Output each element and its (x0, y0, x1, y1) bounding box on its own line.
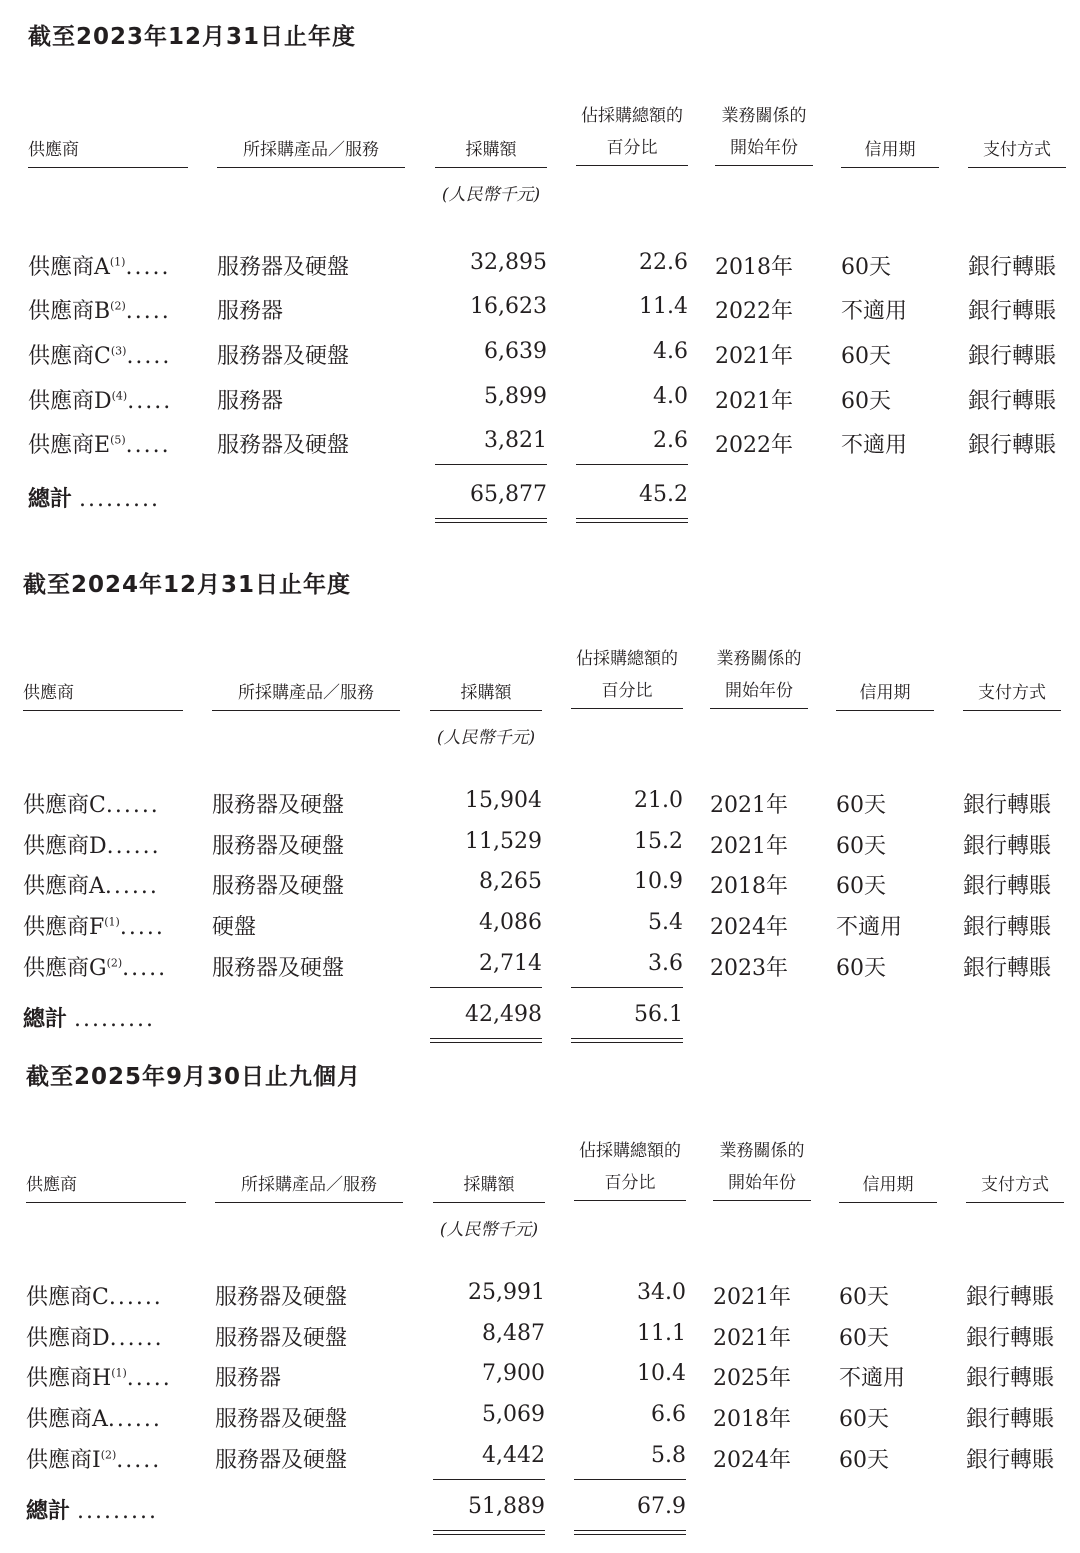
header-start-year-text: 開始年份 (728, 1173, 796, 1193)
footnote-marker: (5) (110, 433, 126, 447)
total-amount: 65,877 (470, 482, 547, 507)
percentage-cell: 4.6 (653, 339, 688, 364)
product-cell: 服務器 (217, 389, 284, 414)
subtotal-rule (571, 987, 683, 988)
percentage-cell: 5.8 (651, 1443, 686, 1468)
header-amount-text: 採購額 (463, 1175, 515, 1195)
amount-cell: 32,895 (470, 250, 547, 275)
product-cell: 服務器及硬盤 (212, 834, 345, 859)
supplier-name: 供應商I (26, 1448, 101, 1473)
start-year-cell: 2023年 (710, 956, 788, 981)
supplier-name: 供應商D (28, 389, 112, 414)
total-label-cell (26, 1494, 158, 1525)
product-cell: 硬盤 (212, 915, 257, 940)
supplier-name: 供應商H (26, 1366, 112, 1391)
header-start-year-text: 業務關係的 (716, 649, 802, 669)
header-start-year-text: 開始年份 (730, 138, 798, 158)
header-amount (430, 677, 542, 711)
supplier-cell (26, 1443, 161, 1474)
product-cell: 服務器及硬盤 (215, 1285, 348, 1310)
start-year-cell: 2025年 (713, 1366, 791, 1391)
table-row (0, 1321, 1078, 1365)
footnote-marker: (2) (100, 1448, 117, 1462)
payment-method-cell: 銀行轉賬 (963, 834, 1052, 859)
header-percentage (574, 1135, 686, 1201)
percentage-cell: 10.9 (634, 869, 683, 894)
credit-period-cell: 不適用 (839, 1366, 906, 1391)
table-row (0, 1443, 1078, 1487)
supplier-cell (23, 951, 167, 982)
table-section (0, 0, 1080, 512)
supplier-cell (26, 1280, 163, 1311)
payment-method-cell: 銀行轉賬 (968, 255, 1057, 280)
credit-period-cell: 60天 (841, 389, 891, 414)
amount-cell: 8,487 (482, 1321, 545, 1346)
header-percentage (571, 643, 683, 709)
amount-cell: 6,639 (484, 339, 547, 364)
supplier-cell (23, 869, 159, 900)
footnote-marker: (4) (111, 389, 128, 403)
footnote-marker: (1) (109, 255, 126, 269)
payment-method-cell: 銀行轉賬 (968, 433, 1057, 458)
total-percentage: 56.1 (634, 1002, 683, 1027)
subtotal-rule (574, 1479, 686, 1480)
start-year-cell: 2024年 (710, 915, 788, 940)
table-row (0, 250, 1080, 294)
leader-dots: ..... (125, 255, 171, 280)
header-payment-method-text: 支付方式 (983, 140, 1051, 160)
credit-period-cell: 60天 (841, 255, 891, 280)
supplier-name: 供應商A (23, 874, 105, 899)
amount-cell: 4,442 (482, 1443, 545, 1468)
start-year-cell: 2022年 (715, 433, 793, 458)
leader-dots: ..... (125, 299, 171, 324)
start-year-cell: 2021年 (715, 389, 793, 414)
credit-period-cell: 60天 (839, 1326, 889, 1351)
supplier-cell (28, 339, 171, 370)
total-label: 總計 (26, 1499, 71, 1524)
supplier-name: 供應商E (28, 433, 111, 458)
header-start-year (713, 1135, 811, 1201)
header-product (212, 677, 400, 711)
table-row (0, 1280, 1078, 1324)
product-cell: 服務器及硬盤 (215, 1448, 348, 1473)
table-section (0, 1040, 1078, 1540)
total-double-rule (576, 518, 688, 523)
payment-method-cell: 銀行轉賬 (963, 915, 1052, 940)
start-year-cell: 2021年 (713, 1326, 791, 1351)
leader-dots: ......... (79, 487, 160, 512)
header-credit-period (841, 134, 939, 168)
payment-method-cell: 銀行轉賬 (968, 389, 1057, 414)
section-title: 截至2024年12月31日止年度 (23, 572, 352, 598)
credit-period-cell: 60天 (836, 793, 886, 818)
header-credit-period (839, 1169, 937, 1203)
total-double-rule (435, 518, 547, 523)
supplier-name: 供應商D (23, 834, 107, 859)
start-year-cell: 2018年 (713, 1407, 791, 1432)
supplier-name: 供應商C (26, 1285, 109, 1310)
start-year-cell: 2021年 (715, 344, 793, 369)
total-percentage: 45.2 (639, 482, 688, 507)
section-title: 截至2025年9月30日止九個月 (26, 1064, 362, 1090)
header-credit-period-text: 信用期 (864, 140, 916, 160)
header-percentage-text: 佔採購總額的 (576, 649, 678, 669)
supplier-name: 供應商B (28, 299, 111, 324)
table-row (0, 384, 1080, 428)
credit-period-cell: 不適用 (841, 433, 908, 458)
amount-cell: 25,991 (468, 1280, 545, 1305)
product-cell: 服務器及硬盤 (215, 1326, 348, 1351)
percentage-cell: 6.6 (651, 1402, 686, 1427)
header-payment-method (963, 677, 1061, 711)
subtotal-rule (430, 987, 542, 988)
percentage-cell: 22.6 (639, 250, 688, 275)
amount-cell: 7,900 (482, 1361, 545, 1386)
header-supplier (26, 1169, 186, 1203)
percentage-cell: 2.6 (653, 428, 688, 453)
subtotal-rule (435, 464, 547, 465)
unit-label: (人民幣千元) (436, 728, 536, 748)
credit-period-cell: 60天 (839, 1285, 889, 1310)
leader-dots: ..... (116, 1448, 162, 1473)
total-percentage: 67.9 (637, 1494, 686, 1519)
header-amount (433, 1169, 545, 1203)
payment-method-cell: 銀行轉賬 (966, 1326, 1055, 1351)
leader-dots: ..... (126, 1366, 172, 1391)
payment-method-cell: 銀行轉賬 (963, 956, 1052, 981)
amount-cell: 5,899 (484, 384, 547, 409)
table-row (0, 428, 1080, 472)
total-gap (70, 1499, 77, 1524)
credit-period-cell: 不適用 (836, 915, 903, 940)
footnote-marker: (1) (104, 915, 120, 929)
leader-dots: ...... (105, 793, 160, 818)
supplier-cell (28, 384, 172, 415)
percentage-cell: 21.0 (634, 788, 683, 813)
payment-method-cell: 銀行轉賬 (966, 1407, 1055, 1432)
percentage-cell: 15.2 (634, 829, 683, 854)
percentage-cell: 11.1 (637, 1321, 686, 1346)
start-year-cell: 2021年 (710, 834, 788, 859)
leader-dots: ..... (126, 344, 172, 369)
header-product-text: 所採購產品／服務 (243, 140, 379, 160)
payment-method-cell: 銀行轉賬 (963, 793, 1052, 818)
product-cell: 服務器及硬盤 (217, 433, 350, 458)
header-percentage-text: 佔採購總額的 (581, 106, 683, 126)
credit-period-cell: 60天 (836, 956, 886, 981)
header-product (217, 134, 405, 168)
table-row (0, 829, 1075, 873)
table-row (0, 1361, 1078, 1405)
total-label-cell (23, 1002, 155, 1033)
supplier-cell (23, 829, 161, 860)
payment-method-cell: 銀行轉賬 (966, 1366, 1055, 1391)
amount-cell: 8,265 (479, 869, 542, 894)
header-percentage-text: 百分比 (601, 681, 653, 701)
credit-period-cell: 不適用 (841, 299, 908, 324)
leader-dots: ...... (106, 834, 161, 859)
start-year-cell: 2021年 (713, 1285, 791, 1310)
credit-period-cell: 60天 (841, 344, 891, 369)
header-percentage-text: 百分比 (606, 138, 658, 158)
payment-method-cell: 銀行轉賬 (968, 344, 1057, 369)
total-double-rule (574, 1530, 686, 1535)
header-supplier-text: 供應商 (23, 683, 74, 703)
leader-dots: ..... (122, 956, 168, 981)
supplier-cell (26, 1321, 164, 1352)
table-row (0, 869, 1075, 913)
supplier-name: 供應商F (23, 915, 105, 940)
supplier-cell (26, 1402, 162, 1433)
percentage-cell: 34.0 (637, 1280, 686, 1305)
header-product (215, 1169, 403, 1203)
header-supplier (28, 134, 188, 168)
product-cell: 服務器 (215, 1366, 282, 1391)
leader-dots: ...... (108, 1285, 163, 1310)
header-start-year-text: 業務關係的 (721, 106, 807, 126)
leader-dots: ..... (127, 389, 173, 414)
product-cell: 服務器及硬盤 (217, 344, 350, 369)
header-supplier (23, 677, 183, 711)
total-label: 總計 (28, 487, 73, 512)
start-year-cell: 2022年 (715, 299, 793, 324)
subtotal-rule (433, 1479, 545, 1480)
subtotal-rule (576, 464, 688, 465)
total-label-cell (28, 482, 160, 513)
unit-label: (人民幣千元) (439, 1220, 539, 1240)
payment-method-cell: 銀行轉賬 (963, 874, 1052, 899)
leader-dots: ......... (77, 1499, 158, 1524)
start-year-cell: 2018年 (710, 874, 788, 899)
footnote-marker: (3) (110, 344, 127, 358)
supplier-name: 供應商C (28, 344, 111, 369)
header-start-year-text: 業務關係的 (719, 1141, 805, 1161)
payment-method-cell: 銀行轉賬 (968, 299, 1057, 324)
start-year-cell: 2018年 (715, 255, 793, 280)
payment-method-cell: 銀行轉賬 (966, 1448, 1055, 1473)
total-amount: 51,889 (468, 1494, 545, 1519)
percentage-cell: 5.4 (648, 910, 683, 935)
supplier-name: 供應商G (23, 956, 107, 981)
amount-cell: 5,069 (482, 1402, 545, 1427)
table-row (0, 1402, 1078, 1446)
table-row (0, 339, 1080, 383)
credit-period-cell: 60天 (839, 1407, 889, 1432)
table-row (0, 951, 1075, 995)
header-payment-method-text: 支付方式 (978, 683, 1046, 703)
supplier-cell (28, 428, 171, 459)
supplier-name: 供應商C (23, 793, 106, 818)
amount-cell: 3,821 (484, 428, 547, 453)
section-title: 截至2023年12月31日止年度 (28, 24, 357, 50)
leader-dots: ...... (104, 874, 159, 899)
table-row (0, 294, 1080, 338)
header-credit-period (836, 677, 934, 711)
payment-method-cell: 銀行轉賬 (966, 1285, 1055, 1310)
leader-dots: ......... (74, 1007, 155, 1032)
supplier-name: 供應商A (28, 255, 110, 280)
credit-period-cell: 60天 (836, 834, 886, 859)
total-double-rule (433, 1530, 545, 1535)
supplier-cell (23, 788, 160, 819)
percentage-cell: 11.4 (639, 294, 688, 319)
header-amount-text: 採購額 (460, 683, 512, 703)
supplier-cell (26, 1361, 172, 1392)
header-amount (435, 134, 547, 168)
product-cell: 服務器及硬盤 (212, 793, 345, 818)
product-cell: 服務器及硬盤 (212, 874, 345, 899)
amount-cell: 15,904 (465, 788, 542, 813)
supplier-cell (28, 294, 171, 325)
header-percentage (576, 100, 688, 166)
total-amount: 42,498 (465, 1002, 542, 1027)
table-section (0, 548, 1075, 1048)
header-credit-period-text: 信用期 (859, 683, 911, 703)
header-payment-method (968, 134, 1066, 168)
header-start-year (710, 643, 808, 709)
table-row (0, 910, 1075, 954)
credit-period-cell: 60天 (839, 1448, 889, 1473)
product-cell: 服務器及硬盤 (215, 1407, 348, 1432)
header-product-text: 所採購產品／服務 (241, 1175, 377, 1195)
total-label: 總計 (23, 1007, 68, 1032)
start-year-cell: 2024年 (713, 1448, 791, 1473)
amount-cell: 16,623 (470, 294, 547, 319)
amount-cell: 2,714 (479, 951, 542, 976)
product-cell: 服務器 (217, 299, 284, 324)
header-payment-method-text: 支付方式 (981, 1175, 1049, 1195)
footnote-marker: (1) (111, 1366, 127, 1380)
footnote-marker: (2) (110, 299, 126, 313)
total-gap (67, 1007, 74, 1032)
supplier-name: 供應商A (26, 1407, 108, 1432)
leader-dots: ..... (119, 915, 165, 940)
leader-dots: ..... (125, 433, 171, 458)
header-percentage-text: 佔採購總額的 (579, 1141, 681, 1161)
supplier-name: 供應商D (26, 1326, 110, 1351)
table-row (0, 788, 1075, 832)
header-start-year-text: 開始年份 (725, 681, 793, 701)
product-cell: 服務器及硬盤 (212, 956, 345, 981)
amount-cell: 11,529 (465, 829, 542, 854)
leader-dots: ...... (109, 1326, 164, 1351)
supplier-cell (28, 250, 170, 281)
header-supplier-text: 供應商 (28, 140, 79, 160)
header-supplier-text: 供應商 (26, 1175, 77, 1195)
start-year-cell: 2021年 (710, 793, 788, 818)
percentage-cell: 3.6 (648, 951, 683, 976)
header-percentage-text: 百分比 (604, 1173, 656, 1193)
header-credit-period-text: 信用期 (862, 1175, 914, 1195)
supplier-cell (23, 910, 165, 941)
leader-dots: ...... (107, 1407, 162, 1432)
percentage-cell: 4.0 (653, 384, 688, 409)
header-payment-method (966, 1169, 1064, 1203)
header-product-text: 所採購產品／服務 (238, 683, 374, 703)
amount-cell: 4,086 (479, 910, 542, 935)
header-start-year (715, 100, 813, 166)
percentage-cell: 10.4 (637, 1361, 686, 1386)
product-cell: 服務器及硬盤 (217, 255, 350, 280)
footnote-marker: (2) (106, 956, 123, 970)
unit-label: (人民幣千元) (441, 185, 541, 205)
total-gap (72, 487, 79, 512)
header-amount-text: 採購額 (465, 140, 517, 160)
credit-period-cell: 60天 (836, 874, 886, 899)
